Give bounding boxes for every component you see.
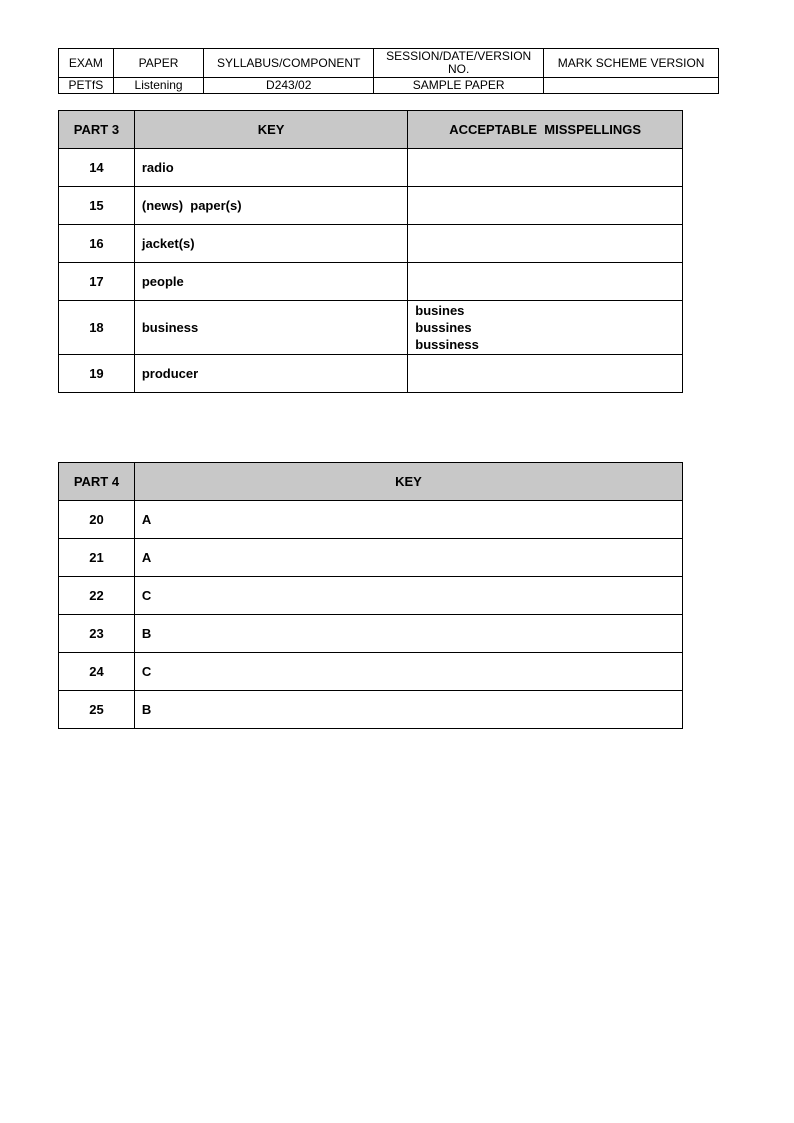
- question-number: 18: [59, 301, 135, 355]
- part3-heading: PART 3: [59, 111, 135, 149]
- answer-key: producer: [134, 355, 407, 393]
- answer-key: B: [134, 691, 682, 729]
- table-row: [59, 501, 683, 539]
- question-number: 24: [59, 653, 135, 691]
- answer-key: jacket(s): [134, 225, 407, 263]
- header-markscheme-value: [544, 78, 719, 94]
- table-row: [59, 263, 683, 301]
- table-row: [59, 187, 683, 225]
- header-paper-value: Listening: [113, 78, 204, 94]
- answer-key: C: [134, 653, 682, 691]
- answer-key: C: [134, 577, 682, 615]
- table-row: [59, 577, 683, 615]
- header-syllabus-label: SYLLABUS/COMPONENT: [204, 49, 374, 78]
- acceptable-misspellings: [408, 301, 683, 355]
- question-number: 21: [59, 539, 135, 577]
- header-markscheme-label: MARK SCHEME VERSION: [544, 49, 719, 78]
- acceptable-misspellings: [408, 187, 683, 225]
- question-number: 20: [59, 501, 135, 539]
- part4-heading: PART 4: [59, 463, 135, 501]
- answer-key: (news) paper(s): [134, 187, 407, 225]
- misspelling-item: bussiness: [415, 337, 479, 352]
- answer-key: people: [134, 263, 407, 301]
- answer-key: radio: [134, 149, 407, 187]
- question-number: 15: [59, 187, 135, 225]
- part4-answer-key-table: [58, 462, 683, 729]
- part3-key-heading: KEY: [134, 111, 407, 149]
- misspelling-item: bussines: [415, 320, 472, 335]
- table-row: [59, 149, 683, 187]
- part4-key-heading: KEY: [134, 463, 682, 501]
- header-paper-label: PAPER: [113, 49, 204, 78]
- answer-key: A: [134, 501, 682, 539]
- header-syllabus-value: D243/02: [204, 78, 374, 94]
- part3-rows: [59, 149, 683, 393]
- question-number: 23: [59, 615, 135, 653]
- table-row: [59, 225, 683, 263]
- table-row: [59, 301, 683, 355]
- part4-rows: [59, 501, 683, 729]
- question-number: 19: [59, 355, 135, 393]
- table-row: [59, 615, 683, 653]
- question-number: 25: [59, 691, 135, 729]
- answer-key: B: [134, 615, 682, 653]
- answer-key: business: [134, 301, 407, 355]
- header-exam-value: PETfS: [59, 78, 114, 94]
- table-row: [59, 691, 683, 729]
- answer-key: A: [134, 539, 682, 577]
- question-number: 14: [59, 149, 135, 187]
- acceptable-misspellings: [408, 263, 683, 301]
- table-row: [59, 355, 683, 393]
- question-number: 22: [59, 577, 135, 615]
- acceptable-misspellings: [408, 355, 683, 393]
- header-session-value: SAMPLE PAPER: [374, 78, 544, 94]
- acceptable-misspellings: [408, 225, 683, 263]
- misspelling-item: busines: [415, 303, 465, 318]
- table-row: [59, 539, 683, 577]
- header-exam-label: EXAM: [59, 49, 114, 78]
- question-number: 16: [59, 225, 135, 263]
- table-row: [59, 653, 683, 691]
- header-session-label: SESSION/DATE/VERSION NO.: [374, 49, 544, 78]
- part3-misspellings-heading: ACCEPTABLE MISSPELLINGS: [408, 111, 683, 149]
- part3-answer-key-table: [58, 110, 683, 393]
- question-number: 17: [59, 263, 135, 301]
- acceptable-misspellings: [408, 149, 683, 187]
- exam-info-table: [58, 48, 719, 94]
